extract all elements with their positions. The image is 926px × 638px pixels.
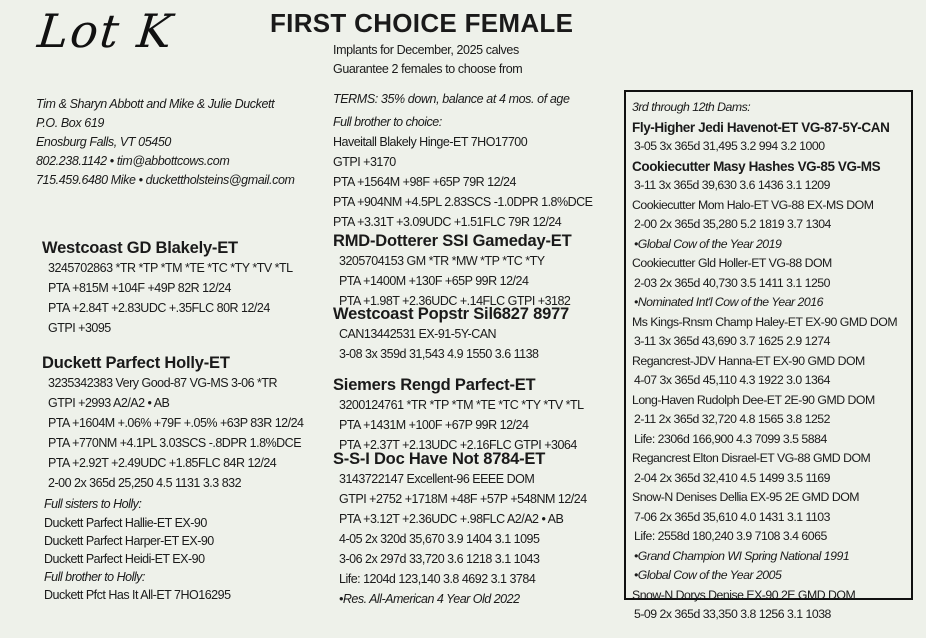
dam-name: Duckett Parfect Holly-ET: [42, 354, 230, 372]
dotterer-line: PTA +1400M +130F +65P 99R 12/24: [339, 274, 529, 288]
dam-name: Fly-Higher Jedi Havenot-ET VG-87-5Y-CAN: [632, 119, 890, 135]
sire-line: 3245702863 *TR *TP *TM *TE *TC *TY *TV *TL: [48, 261, 293, 275]
dam-record: Life: 2306d 166,900 4.3 7099 3.5 5884: [634, 431, 827, 446]
dam-name: Cookiecutter Gld Holler-ET VG-88 DOM: [632, 256, 832, 270]
dam-note: •Grand Champion WI Spring National 1991: [634, 548, 850, 563]
dotterer-block: [333, 231, 571, 311]
intro-block: [333, 41, 522, 79]
sister-item: Duckett Parfect Heidi-ET EX-90: [44, 552, 205, 566]
ssi-note: •Res. All-American 4 Year Old 2022: [339, 592, 520, 606]
contact-line: Enosburg Falls, VT 05450: [36, 135, 171, 149]
sire-name: Westcoast GD Blakely-ET: [42, 239, 238, 257]
sire-line: PTA +815M +104F +49P 82R 12/24: [48, 281, 231, 295]
contact-line: P.O. Box 619: [36, 116, 104, 130]
full-brother-line: PTA +3.31T +3.09UDC +1.51FLC 79R 12/24: [333, 215, 562, 229]
contact-block: [36, 95, 295, 190]
sister-item: Duckett Parfect Harper-ET EX-90: [44, 534, 214, 548]
siemers-line: PTA +1431M +100F +67P 99R 12/24: [339, 418, 529, 432]
dam-name: Cookiecutter Masy Hashes VG-85 VG-MS: [632, 158, 881, 174]
dam-line: 3235342383 Very Good-87 VG-MS 3-06 *TR: [48, 376, 278, 390]
dam-record: 3-05 3x 365d 31,495 3.2 994 3.2 1000: [634, 139, 825, 153]
dam-note: •Global Cow of the Year 2019: [634, 236, 782, 251]
dam-name: Cookiecutter Mom Halo-ET VG-88 EX-MS DOM: [632, 197, 874, 212]
dam-name: Regancrest-JDV Hanna-ET EX-90 GMD DOM: [632, 353, 865, 368]
full-brother-line: GTPI +3170: [333, 155, 396, 169]
dams-heading: 3rd through 12th Dams:: [632, 100, 751, 114]
full-brother-line: PTA +1564M +98F +65P 79R 12/24: [333, 175, 516, 189]
dam-record: 2-00 2x 365d 35,280 5.2 1819 3.7 1304: [634, 217, 831, 231]
siemers-line: 3200124761 *TR *TP *TM *TE *TC *TY *TV *TL: [339, 398, 584, 412]
dam-note: •Nominated Int'l Cow of the Year 2016: [634, 295, 823, 309]
dam-name: Snow-N Denises Dellia EX-95 2E GMD DOM: [632, 490, 860, 504]
dam-line: 2-00 2x 365d 25,250 4.5 1131 3.3 832: [48, 476, 242, 490]
full-brother-block: [333, 112, 593, 232]
dam-record: 3-11 3x 365d 39,630 3.6 1436 3.1 1209: [634, 178, 830, 192]
ssi-line: 4-05 2x 320d 35,670 3.9 1404 3.1 1095: [339, 532, 540, 546]
dam-name: Regancrest Elton Disrael-ET VG-88 GMD DOM: [632, 451, 871, 465]
dam-record: Life: 2558d 180,240 3.9 7108 3.4 6065: [634, 529, 827, 543]
dams-list: [632, 98, 897, 625]
popstr-line: 3-08 3x 359d 31,543 4.9 1550 3.6 1138: [339, 347, 539, 361]
dam-record: 2-03 2x 365d 40,730 3.5 1411 3.1 1250: [634, 275, 830, 290]
ssi-line: 3143722147 Excellent-96 EEEE DOM: [339, 472, 535, 486]
dotterer-line: PTA +1.98T +2.36UDC +.14FLC GTPI +3182: [339, 294, 571, 308]
sire-line: PTA +2.84T +2.83UDC +.35FLC 80R 12/24: [48, 301, 270, 315]
dam-record: 2-11 2x 365d 32,720 4.8 1565 3.8 1252: [634, 412, 830, 426]
brother-label: Full brother to Holly:: [44, 570, 145, 584]
dam-line: PTA +1604M +.06% +79F +.05% +63P 83R 12/24: [48, 416, 304, 430]
ssi-name: S-S-I Doc Have Not 8784-ET: [333, 450, 546, 468]
ssi-line: Life: 1204d 123,140 3.8 4692 3.1 3784: [339, 572, 536, 586]
full-brother-line: PTA +904NM +4.5PL 2.83SCS -1.0DPR 1.8%DCE: [333, 195, 593, 209]
sister-item: Duckett Parfect Hallie-ET EX-90: [44, 516, 207, 530]
dam-block: [42, 353, 303, 493]
contact-line: 715.459.6480 Mike • duckettholsteins@gmail.com: [36, 173, 295, 187]
ssi-line: 3-06 2x 297d 33,720 3.6 1218 3.1 1043: [339, 552, 540, 566]
contact-line: 802.238.1142 • tim@abbottcows.com: [36, 154, 230, 168]
full-brother-label: Full brother to choice:: [333, 115, 442, 129]
dam-record: 4-07 3x 365d 45,110 4.3 1922 3.0 1364: [634, 373, 830, 387]
dam-note: •Global Cow of the Year 2005: [634, 568, 782, 582]
dam-line: PTA +770NM +4.1PL 3.03SCS -.8DPR 1.8%DCE: [48, 436, 302, 450]
dam-record: 7-06 2x 365d 35,610 4.0 1431 3.1 1103: [634, 509, 830, 524]
siemers-block: [333, 375, 584, 455]
siemers-line: PTA +2.37T +2.13UDC +2.16FLC GTPI +3064: [339, 438, 577, 452]
ssi-line: GTPI +2752 +1718M +48F +57P +548NM 12/24: [339, 492, 587, 506]
dam-name: Long-Haven Rudolph Dee-ET 2E-90 GMD DOM: [632, 392, 875, 407]
dam-record: 3-11 3x 365d 43,690 3.7 1625 2.9 1274: [634, 334, 830, 348]
full-brother-line: Haveitall Blakely Hinge-ET 7HO17700: [333, 135, 528, 149]
dam-name: Snow-N Dorys Denise EX-90 2E GMD DOM: [632, 587, 856, 602]
sire-block: [42, 238, 293, 338]
dam-record: 5-09 2x 365d 33,350 3.8 1256 3.1 1038: [634, 607, 831, 621]
contact-line: Tim & Sharyn Abbott and Mike & Julie Duckett: [36, 97, 275, 111]
brother-item: Duckett Pfct Has It All-ET 7HO16295: [44, 588, 231, 602]
page-title: FIRST CHOICE FEMALE: [270, 8, 574, 38]
popstr-line: CAN13442531 EX-91-5Y-CAN: [339, 327, 497, 341]
popstr-name: Westcoast Popstr Sil6827 8977: [333, 305, 570, 323]
popstr-block: [333, 304, 569, 364]
sisters-label: Full sisters to Holly:: [44, 497, 142, 511]
dam-line: PTA +2.92T +2.49UDC +1.85FLC 84R 12/24: [48, 456, 277, 470]
lot-logo: Lot K: [35, 4, 177, 58]
dam-line: GTPI +2993 A2/A2 • AB: [48, 396, 170, 410]
siemers-name: Siemers Rengd Parfect-ET: [333, 376, 536, 394]
dam-record: 2-04 2x 365d 32,410 4.5 1499 3.5 1169: [634, 470, 830, 485]
siblings-block: [44, 494, 231, 604]
sire-line: GTPI +3095: [48, 321, 111, 335]
intro-line: Implants for December, 2025 calves: [333, 43, 519, 57]
intro-line: Guarantee 2 females to choose from: [333, 62, 523, 76]
ssi-line: PTA +3.12T +2.36UDC +.98FLC A2/A2 • AB: [339, 512, 564, 526]
dotterer-line: 3205704153 GM *TR *MW *TP *TC *TY: [339, 254, 545, 268]
dotterer-name: RMD-Dotterer SSI Gameday-ET: [333, 232, 572, 250]
dam-name: Ms Kings-Rnsm Champ Haley-ET EX-90 GMD DOM: [632, 314, 898, 329]
ssi-block: [333, 449, 587, 609]
terms: TERMS: 35% down, balance at 4 mos. of age: [333, 92, 570, 106]
